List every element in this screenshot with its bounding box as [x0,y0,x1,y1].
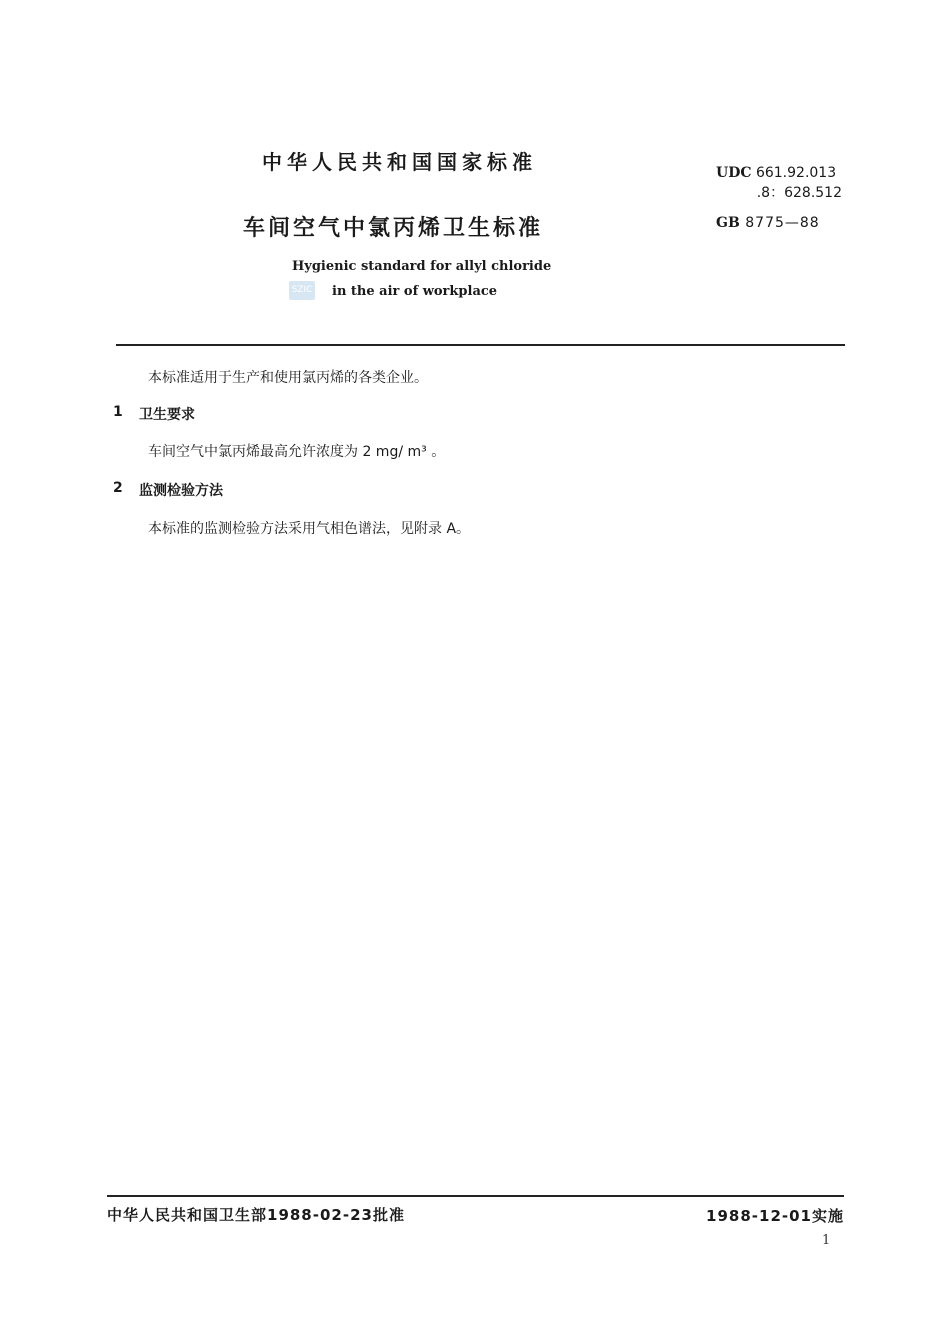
approval-statement: 中华人民共和国卫生部1988-02-23批准 [107,1206,405,1224]
header-divider [116,344,845,346]
page-number: 1 [822,1233,831,1248]
udc-code-line2: .8：628.512 [756,185,842,201]
section-1-number: 1 [113,404,123,420]
footer-divider [107,1195,844,1197]
gb-code: 8775—88 [745,215,820,231]
watermark-stamp: SZIC [289,281,315,300]
section-1-text: 车间空气中氯丙烯最高允许浓度为 2 mg/ m³ 。 [148,444,446,460]
udc-label: UDC [716,165,752,181]
gb-standard-number [716,215,820,231]
scope-paragraph: 本标准适用于生产和使用氯丙烯的各类企业。 [148,370,428,386]
udc-classification [716,164,836,182]
gb-label: GB [716,215,740,231]
section-1-heading: 卫生要求 [139,407,195,423]
document-title-english-line2: in the air of workplace [332,284,498,299]
implementation-date: 1988-12-01实施 [706,1207,844,1225]
section-2-number: 2 [113,480,123,496]
document-title-english-line1: Hygienic standard for allyl chloride [292,259,552,274]
document-title-chinese: 车间空气中氯丙烯卫生标准 [243,216,544,241]
section-2-heading: 监测检验方法 [139,483,223,499]
udc-code-line1: 661.92.013 [755,165,837,181]
section-2-text: 本标准的监测检验方法采用气相色谱法，见附录 A。 [148,521,471,537]
issuing-body-heading: 中华人民共和国国家标准 [262,150,537,174]
